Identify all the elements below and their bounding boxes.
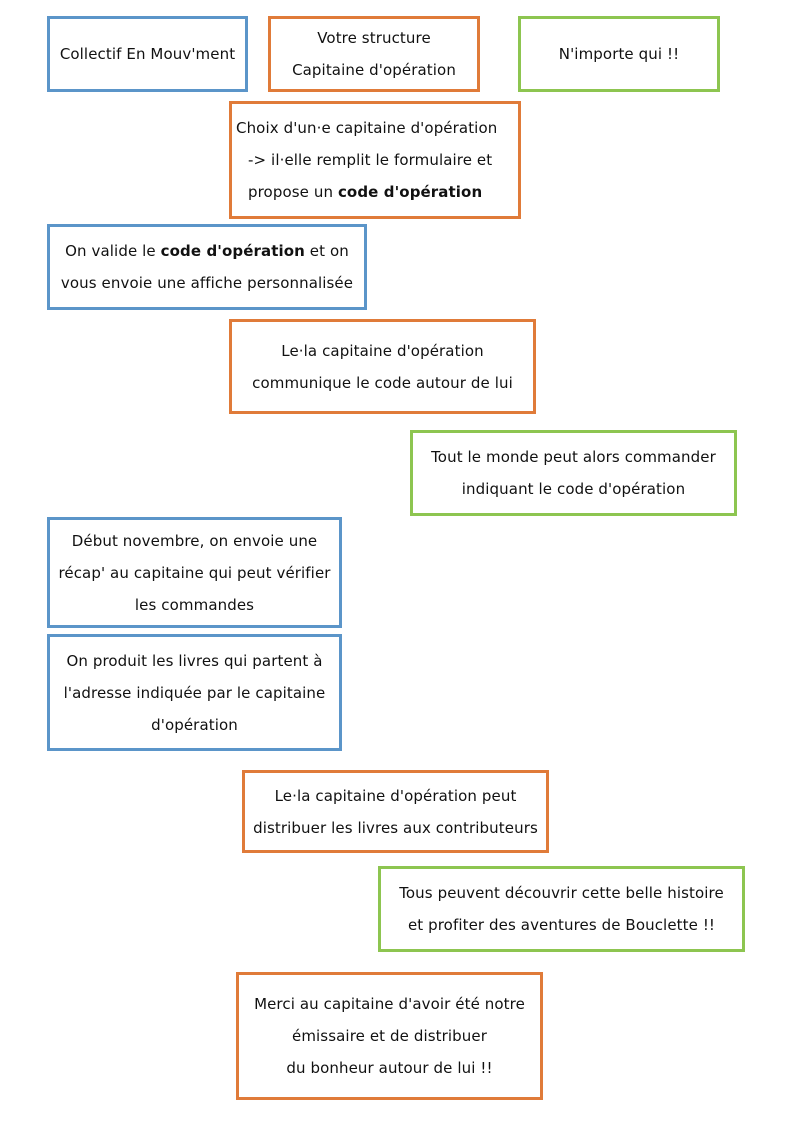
step8-line1: Tous peuvent découvrir cette belle histoire [399,884,724,902]
step7-line2: distribuer les livres aux contributeurs [253,818,538,837]
step2-code-keyword: code d'opération [160,242,305,260]
actor-anyone-label: N'importe qui !! [558,45,680,63]
step2-line1-post: et on [304,242,349,260]
step4-line1: Tout le monde peut alors commander [431,448,716,466]
step2-line1 [65,235,349,267]
step2-line1-pre: On valide le [65,242,161,260]
actor-structure-label: Votre structure [317,29,431,47]
step7-line1: Le·la capitaine d'opération peut [274,786,517,805]
step5-line1: Début novembre, on envoie une [71,531,318,550]
step-choose-captain-box [229,101,521,219]
step3-line2: communique le code autour de lui [252,373,513,392]
step5-line3: les commandes [134,595,255,614]
step1-line3-text: propose un [248,183,338,201]
actor-collectif-box [47,16,248,92]
step4-line2: indiquant le code d'opération [461,480,686,498]
step8-line2: et profiter des aventures de Bouclette !! [407,916,716,934]
step-production-box [47,634,342,751]
step6-line3: d'opération [151,715,238,734]
step3-line1: Le·la capitaine d'opération [281,341,484,360]
step-recap-box [47,517,342,628]
step-enjoy-story-box [378,866,745,952]
step1-line1: Choix d'un·e capitaine d'opération [236,119,498,137]
step6-line2: l'adresse indiquée par le capitaine [63,683,326,702]
step6-line1: On produit les livres qui partent à [66,651,323,670]
step-share-code-box [229,319,536,414]
step-distribute-box [242,770,549,853]
step-validate-code-box [47,224,367,310]
step-everyone-orders-box [410,430,737,516]
step1-line2: -> il·elle remplit le formulaire et [248,151,493,169]
step2-line2: vous envoie une affiche personnalisée [60,274,354,292]
step-thanks-box [236,972,543,1100]
actor-anyone-box [518,16,720,92]
step9-line3: du bonheur autour de lui !! [286,1059,493,1077]
step9-line2: émissaire et de distribuer [292,1027,487,1045]
step5-line2: récap' au capitaine qui peut vérifier [58,563,331,582]
step9-line1: Merci au capitaine d'avoir été notre [254,995,525,1013]
actor-structure-role: Capitaine d'opération [292,61,456,79]
actor-structure-box [268,16,480,92]
step1-line3 [236,176,482,208]
actor-collectif-label: Collectif En Mouv'ment [59,45,236,63]
step1-code-keyword: code d'opération [337,183,483,201]
